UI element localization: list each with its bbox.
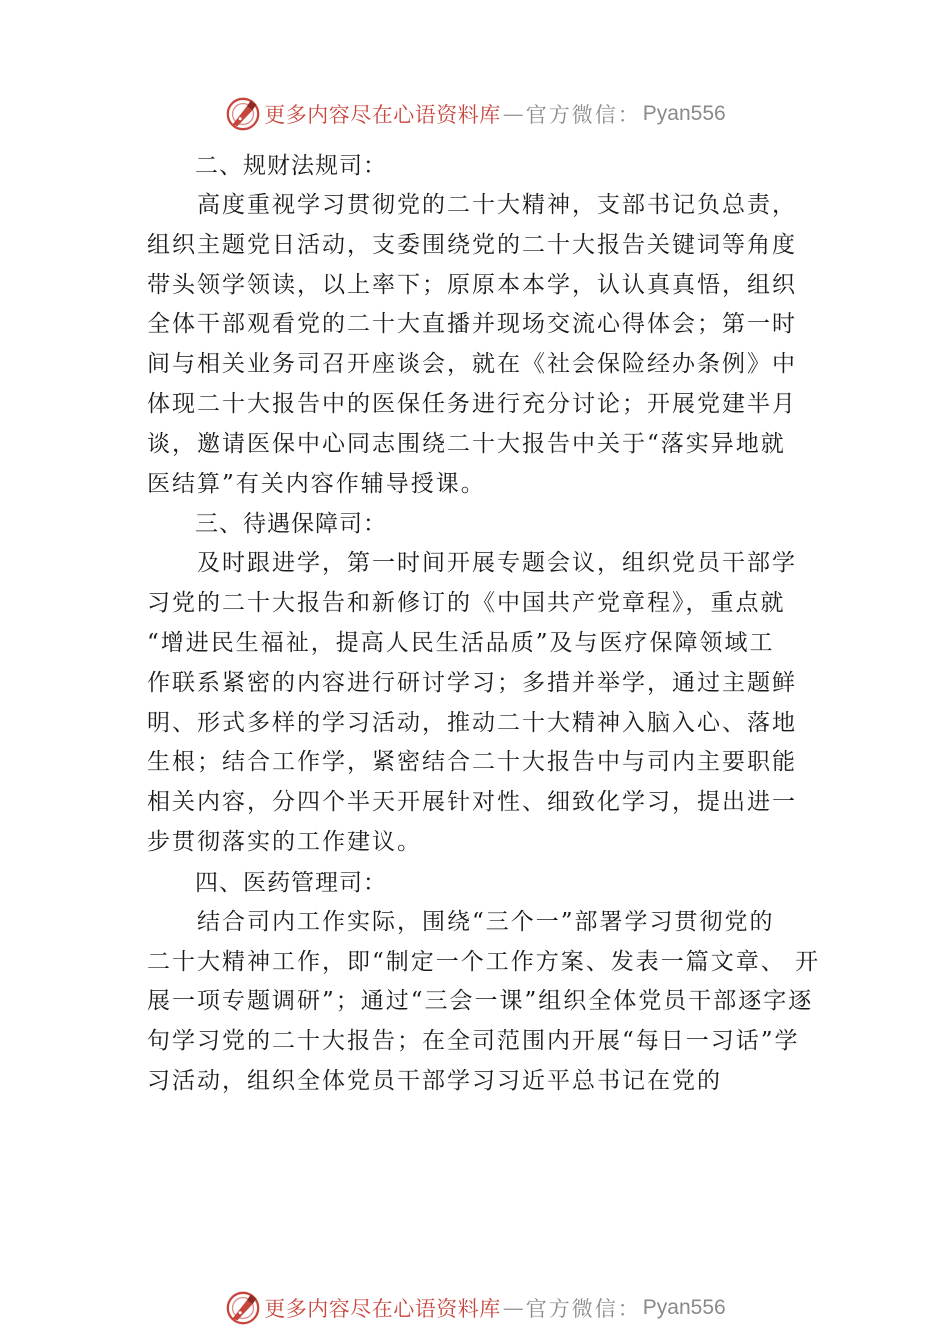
watermark-label: 官方微信： — [525, 103, 641, 127]
paragraph-line: 全体干部观看党的二十大直播并现场交流心得体会；第一时 — [147, 311, 797, 338]
watermark-brand: 更多内容尽在心语资料库 — [264, 1297, 501, 1321]
section-heading: 二、规财法规司： — [195, 153, 387, 179]
paragraph-line: 谈，邀请医保中心同志围绕二十大报告中关于“落实异地就 — [147, 430, 786, 457]
paragraph-line: 句学习党的二十大报告；在全司范围内开展“每日一习话”学 — [147, 1028, 800, 1055]
section-heading: 三、待遇保障司： — [195, 511, 387, 538]
paragraph-line: 习党的二十大报告和新修订的《中国共产党章程》，重点就 — [147, 590, 786, 617]
watermark-dash: — — [502, 1296, 524, 1320]
watermark-account: Pyan556 — [642, 1296, 726, 1319]
watermark-label: 官方微信： — [525, 1297, 641, 1321]
header-watermark — [0, 94, 950, 134]
paragraph-line: “增进民生福祉，提高人民生活品质”及与医疗保障领域工 — [147, 629, 775, 656]
paragraph-line: 展一项专题调研”；通过“三会一课”组织全体党员干部逐字逐 — [147, 988, 814, 1015]
section-heading: 四、医药管理司： — [195, 869, 387, 896]
paragraph-line: 间与相关业务司召开座谈会，就在《社会保险经办条例》中 — [147, 351, 797, 378]
watermark-brand: 更多内容尽在心语资料库 — [264, 103, 501, 127]
paragraph-line: 生根；结合工作学，紧密结合二十大报告中与司内主要职能 — [147, 749, 797, 776]
paragraph-line: 组织主题党日活动，支委围绕党的二十大报告关键词等角度 — [147, 231, 797, 258]
paragraph-line: 二十大精神工作，即“制定一个工作方案、发表一篇文章、 开 — [147, 948, 821, 975]
pen-nib-circle-icon — [224, 95, 262, 133]
section-paragraph — [147, 544, 819, 862]
section-paragraph — [147, 903, 819, 1102]
paragraph-line: 高度重视学习贯彻党的二十大精神，支部书记负总责， — [197, 192, 797, 218]
section-paragraph — [147, 186, 819, 504]
paragraph-line: 相关内容，分四个半天开展针对性、细致化学习，提出进一 — [147, 789, 797, 816]
pen-nib-circle-icon — [224, 1289, 262, 1327]
paragraph-line: 明、形式多样的学习活动，推动二十大精神入脑入心、落地 — [147, 709, 797, 736]
paragraph-line: 医结算”有关内容作辅导授课。 — [147, 470, 486, 497]
footer-watermark — [0, 1288, 950, 1328]
paragraph-line: 作联系紧密的内容进行研讨学习；多措并举学，通过主题鲜 — [147, 669, 797, 696]
paragraph-line: 步贯彻落实的工作建议。 — [147, 828, 422, 855]
watermark-dash: — — [502, 102, 524, 126]
paragraph-line: 体现二十大报告中的医保任务进行充分讨论；开展党建半月 — [147, 390, 797, 417]
watermark-account: Pyan556 — [642, 102, 726, 125]
paragraph-line: 及时跟进学，第一时间开展专题会议，组织党员干部学 — [197, 550, 797, 577]
paragraph-line: 习活动，组织全体党员干部学习习近平总书记在党的 — [147, 1067, 722, 1094]
paragraph-line: 带头领学领读，以上率下；原原本本学，认认真真悟，组织 — [147, 271, 797, 298]
document-body — [147, 146, 819, 1102]
paragraph-line: 结合司内工作实际，围绕“三个一”部署学习贯彻党的 — [197, 908, 775, 935]
